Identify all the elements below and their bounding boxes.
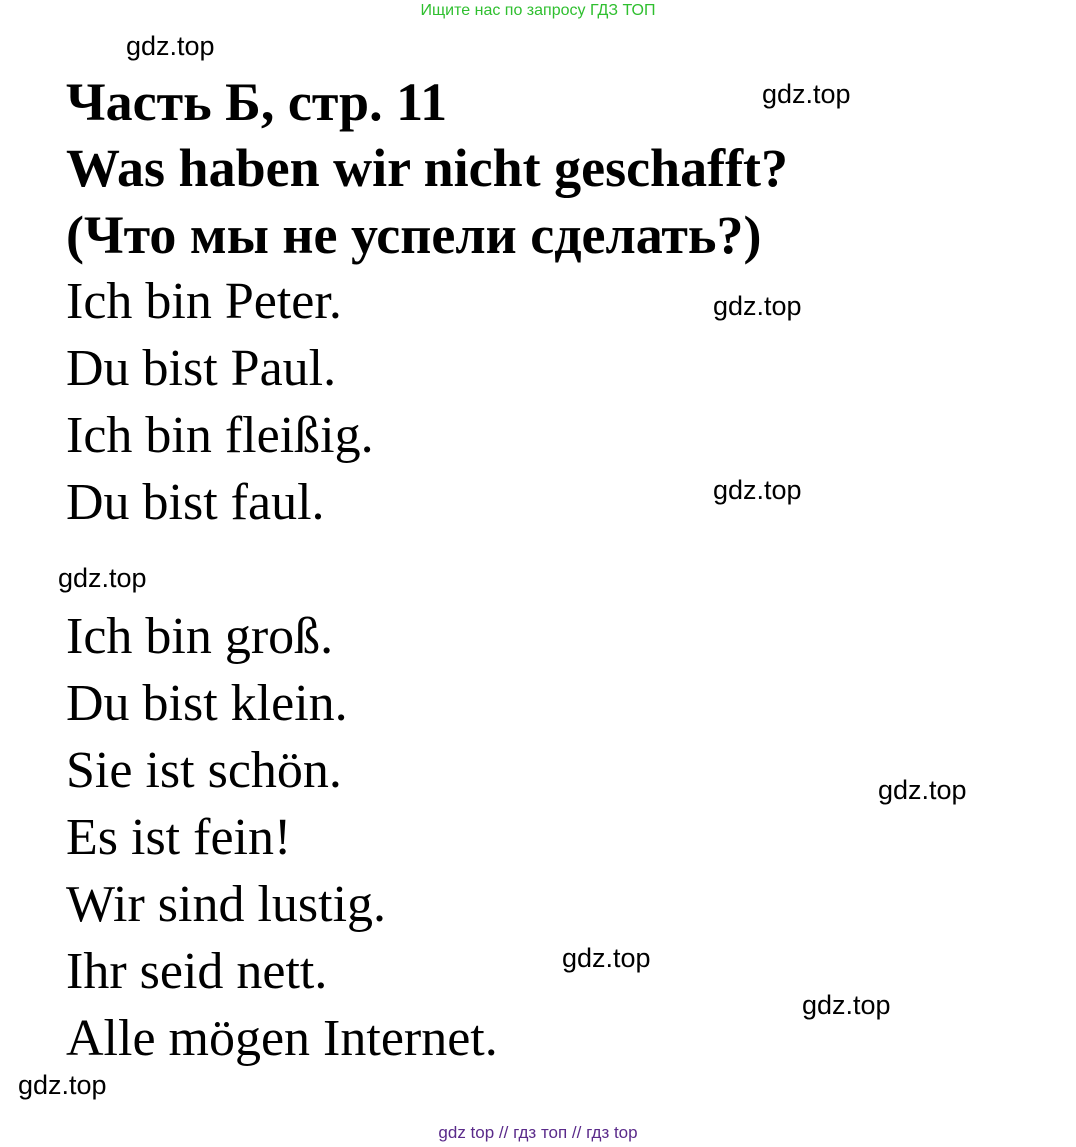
text-line: Wir sind lustig. (66, 876, 387, 933)
text-line: Du bist faul. (66, 474, 325, 531)
text-line: Ich bin fleißig. (66, 407, 374, 464)
watermark: gdz.top (18, 1070, 107, 1100)
text-line: Alle mögen Internet. (66, 1010, 498, 1067)
text-line: Du bist klein. (66, 675, 348, 732)
watermark: gdz.top (713, 291, 802, 321)
watermark: gdz.top (802, 990, 891, 1020)
subtitle-russian: (Что мы не успели сделать?) (66, 205, 762, 265)
watermark: gdz.top (58, 563, 147, 593)
text-line: Ich bin groß. (66, 608, 334, 665)
page-title: Часть Б, стр. 11 (66, 72, 448, 132)
footer-links[interactable]: gdz top // гдз топ // гдз top (438, 1123, 638, 1142)
watermark: gdz.top (762, 79, 851, 109)
subtitle-german: Was haben wir nicht geschafft? (66, 138, 789, 198)
watermark: gdz.top (126, 31, 215, 61)
text-line: Du bist Paul. (66, 340, 337, 397)
watermark: gdz.top (562, 943, 651, 973)
watermark: gdz.top (878, 775, 967, 805)
text-line: Es ist fein! (66, 809, 292, 866)
text-line: Ihr seid nett. (66, 943, 328, 1000)
text-line: Ich bin Peter. (66, 273, 342, 330)
text-line: Sie ist schön. (66, 742, 342, 799)
watermark: gdz.top (713, 475, 802, 505)
top-banner[interactable]: Ищите нас по запросу ГДЗ ТОП (420, 2, 656, 19)
